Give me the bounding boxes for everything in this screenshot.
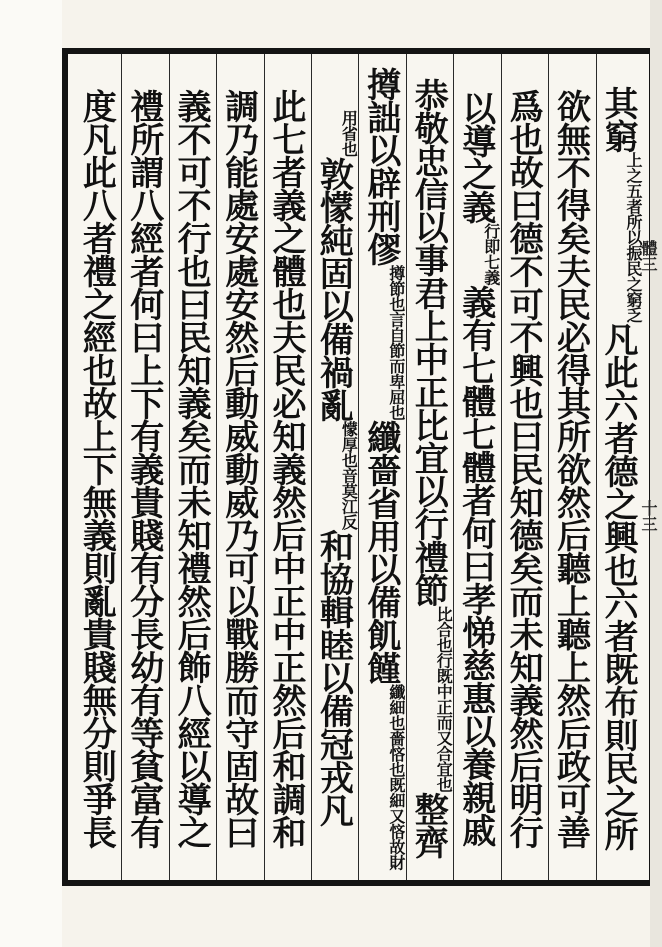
annotation: 懞厚也音莫江反 xyxy=(339,420,359,529)
column-text: 禮所謂八經者何曰上下有義貴賤有分長幼有等貧富有 xyxy=(123,88,164,848)
column-10 xyxy=(169,54,216,880)
column-8 xyxy=(264,54,311,880)
column-text: 撙詘以辟刑僇 xyxy=(360,66,401,265)
annotation: 行即七義 xyxy=(481,222,501,285)
column-11 xyxy=(121,54,168,880)
column-3 xyxy=(501,54,548,880)
column-text: 凡此六者德之興也六者既布則民之所 xyxy=(597,322,638,851)
column-7 xyxy=(311,54,358,880)
column-text: 纖嗇省用以備飢饉 xyxy=(360,419,401,684)
column-text: 此七者義之體也夫民必知義然后中正中正然后和調和 xyxy=(266,88,306,848)
column-text: 調乃能處安處安然后動威動威乃可以戰勝而守固故曰 xyxy=(218,88,259,848)
annotation: 撙節也言自節而卑屈也 xyxy=(386,264,406,420)
column-text: 和協輯睦以備冠戎凡 xyxy=(313,529,354,826)
annotation: 纖細也嗇悋也既細又悋故財 xyxy=(386,683,406,870)
column-text: 恭敬忠信以事君上中正比宜以行禮節 xyxy=(408,78,449,606)
column-5 xyxy=(406,54,453,880)
column-text: 欲無不得矣夫民必得其所欲然后聽上聽上然后政可善 xyxy=(550,88,591,848)
left-margin xyxy=(0,0,62,947)
column-6 xyxy=(358,54,405,880)
column-text: 以導之義 xyxy=(455,90,496,223)
annotation: 用省也 xyxy=(339,110,359,157)
text-frame xyxy=(62,48,652,886)
column-text: 義有七體七體者何曰孝悌慈惠以養親戚 xyxy=(455,284,496,846)
column-1 xyxy=(596,54,643,880)
column-9 xyxy=(216,54,263,880)
column-12 xyxy=(74,54,121,880)
right-margin xyxy=(650,0,662,947)
annotation: 比合也行既中正而又合宜也 xyxy=(434,606,454,792)
column-4 xyxy=(453,54,500,880)
column-text: 義不可不行也曰民知義矣而未知禮然后飾八經以導之 xyxy=(171,88,212,848)
text-columns xyxy=(74,54,643,880)
column-text: 度凡此八者禮之經也故上下無義則亂貴賤無分則爭長 xyxy=(76,88,117,848)
margin-mark-lower: 十三 xyxy=(639,500,658,532)
column-text: 爲也故曰德不可不興也曰民知德矣而未知義然后明行 xyxy=(503,88,544,848)
column-2 xyxy=(548,54,595,880)
column-text: 敦懞純固以備禍亂 xyxy=(313,156,354,421)
column-text: 整齊 xyxy=(408,792,449,858)
column-text: 其窮 xyxy=(597,85,638,152)
annotation: 上之五者所以振民之窮乏 xyxy=(623,151,643,323)
margin-mark-upper: 體三 xyxy=(639,240,658,272)
